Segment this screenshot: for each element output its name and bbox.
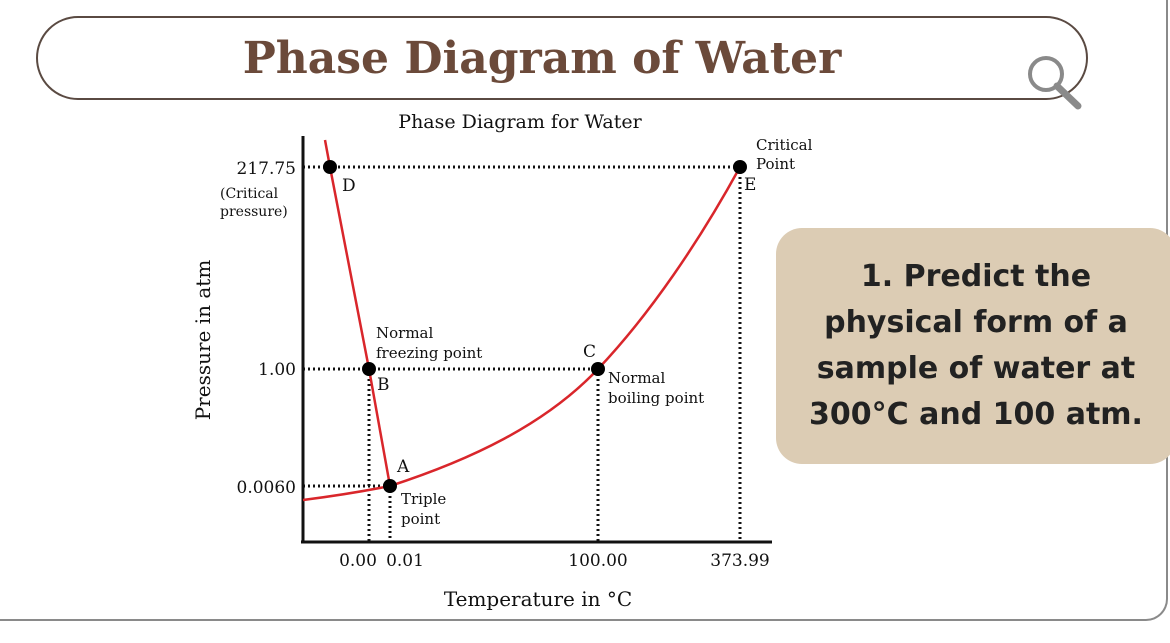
- point-E-marker: [733, 160, 747, 174]
- point-C-label-1: Normal: [608, 369, 666, 387]
- point-A-letter: A: [397, 457, 410, 477]
- title-wrap: [36, 16, 1088, 100]
- point-A-marker: [383, 479, 397, 493]
- point-C-letter: C: [583, 342, 597, 362]
- point-E-label-2: Point: [756, 155, 796, 173]
- point-E-label-1: Critical: [756, 136, 813, 154]
- point-B-marker: [362, 362, 376, 376]
- point-C-marker: [591, 362, 605, 376]
- x-axis-label: Temperature in °C: [443, 587, 633, 611]
- x-tick-label: 373.99: [710, 551, 770, 571]
- y-tick-label: 0.0060: [236, 478, 296, 498]
- point-D-marker: [323, 160, 337, 174]
- vaporization-curve: [390, 167, 740, 486]
- point-D-letter: D: [342, 176, 356, 196]
- point-B-label-2: freezing point: [376, 344, 483, 362]
- point-A-label-2: point: [401, 510, 441, 528]
- question-card: [776, 228, 1170, 464]
- diagram-title: Phase Diagram for Water: [398, 111, 642, 133]
- search-icon[interactable]: [1020, 52, 1090, 122]
- y-tick-note: (Critical: [220, 186, 279, 202]
- page-title: Phase Diagram of Water: [242, 32, 842, 84]
- y-axis-label: Pressure in atm: [191, 259, 215, 421]
- x-tick-label: 0.01: [386, 551, 424, 571]
- y-tick-label: 1.00: [258, 360, 296, 380]
- y-tick-note: pressure): [220, 204, 288, 220]
- y-tick-label: 217.75: [236, 159, 296, 179]
- point-B-letter: B: [377, 375, 390, 395]
- sublimation-curve: [303, 486, 390, 500]
- guide-lines: [303, 167, 740, 542]
- point-C-label-2: boiling point: [608, 389, 705, 407]
- x-tick-label: 100.00: [568, 551, 628, 571]
- point-B-label-1: Normal: [376, 324, 434, 342]
- fusion-curve: [325, 140, 390, 486]
- point-E-letter: E: [744, 175, 757, 195]
- x-tick-label: 0.00: [339, 551, 377, 571]
- point-A-label-1: Triple: [401, 490, 447, 508]
- question-text: 1. Predict the physical form of a sample of water at 300°C and 100 atm.: [809, 259, 1143, 432]
- phase-diagram: [180, 100, 820, 620]
